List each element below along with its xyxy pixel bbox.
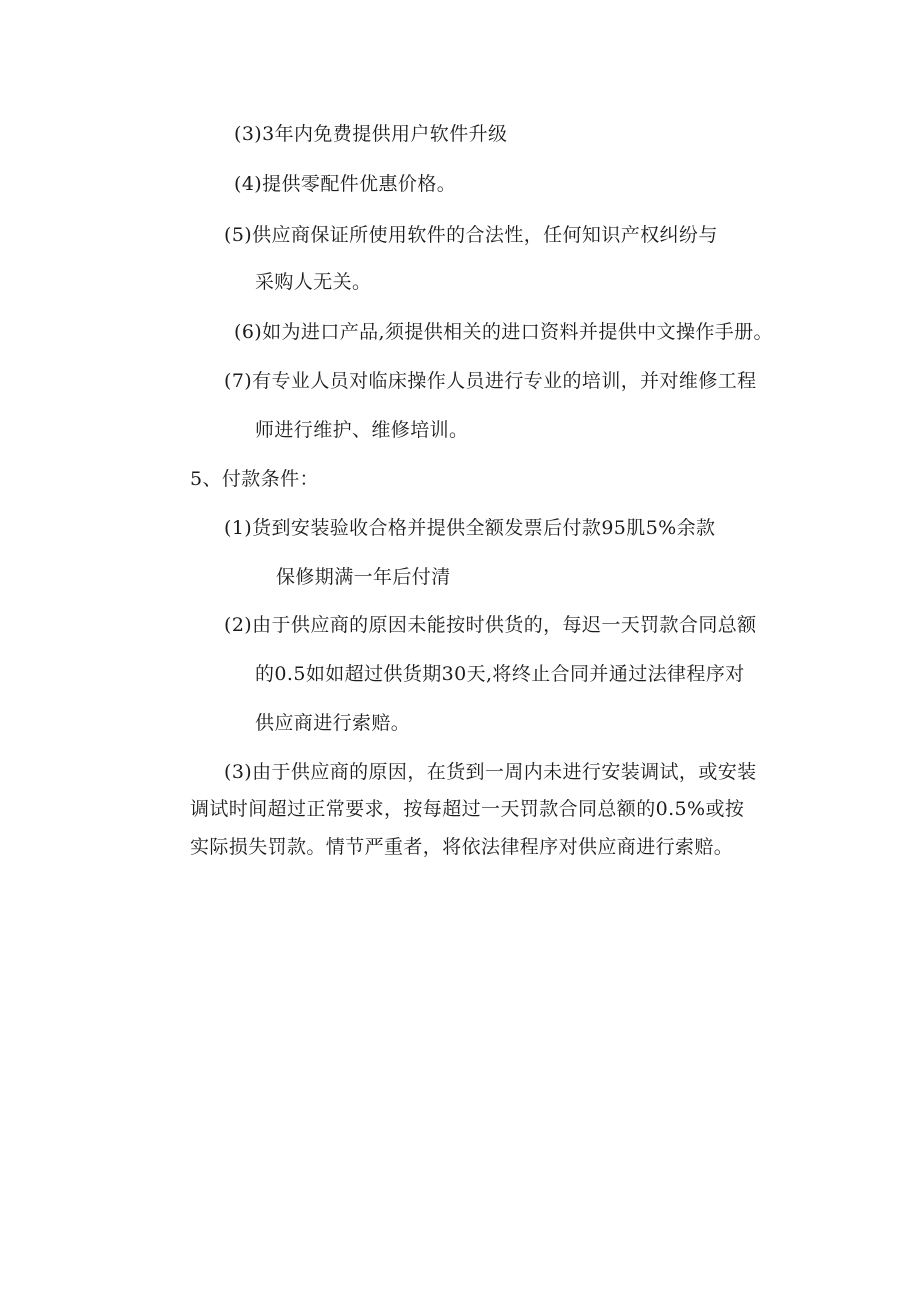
text-line: 保修期满一年后付清 (276, 566, 451, 588)
text-line: (1)货到安装验收合格并提供全额发票后付款95肌5%余款 (224, 517, 716, 539)
text-line: 调试时间超过正常要求，按每超过一天罚款合同总额的0.5%或按 (190, 798, 745, 820)
text-line: 供应商进行索赔。 (255, 712, 411, 734)
section-heading: 5、付款条件： (190, 468, 319, 490)
text-line: 的0.5如如超过供货期30天,将终止合同并通过法律程序对 (255, 663, 745, 685)
text-line: 师进行维护、维修培训。 (255, 419, 469, 441)
text-line: 采购人无关。 (255, 271, 372, 293)
text-line: (6)如为进口产品,须提供相关的进口资料并提供中文操作手册。 (234, 321, 773, 343)
text-line: (4)提供零配件优惠价格。 (234, 173, 457, 195)
text-line: 实际损失罚款。情节严重者，将依法律程序对供应商进行索赔。 (190, 836, 734, 858)
text-line: (5)供应商保证所使用软件的合法性，任何知识产权纠纷与 (224, 224, 718, 246)
text-line: (7)有专业人员对临床操作人员进行专业的培训，并对维修工程 (224, 370, 757, 392)
text-line: (3)3年内免费提供用户软件升级 (234, 123, 508, 145)
text-line: (2)由于供应商的原因未能按时供货的，每迟一天罚款合同总额 (224, 614, 757, 636)
text-line: (3)由于供应商的原因，在货到一周内未进行安装调试，或安装 (224, 761, 757, 783)
